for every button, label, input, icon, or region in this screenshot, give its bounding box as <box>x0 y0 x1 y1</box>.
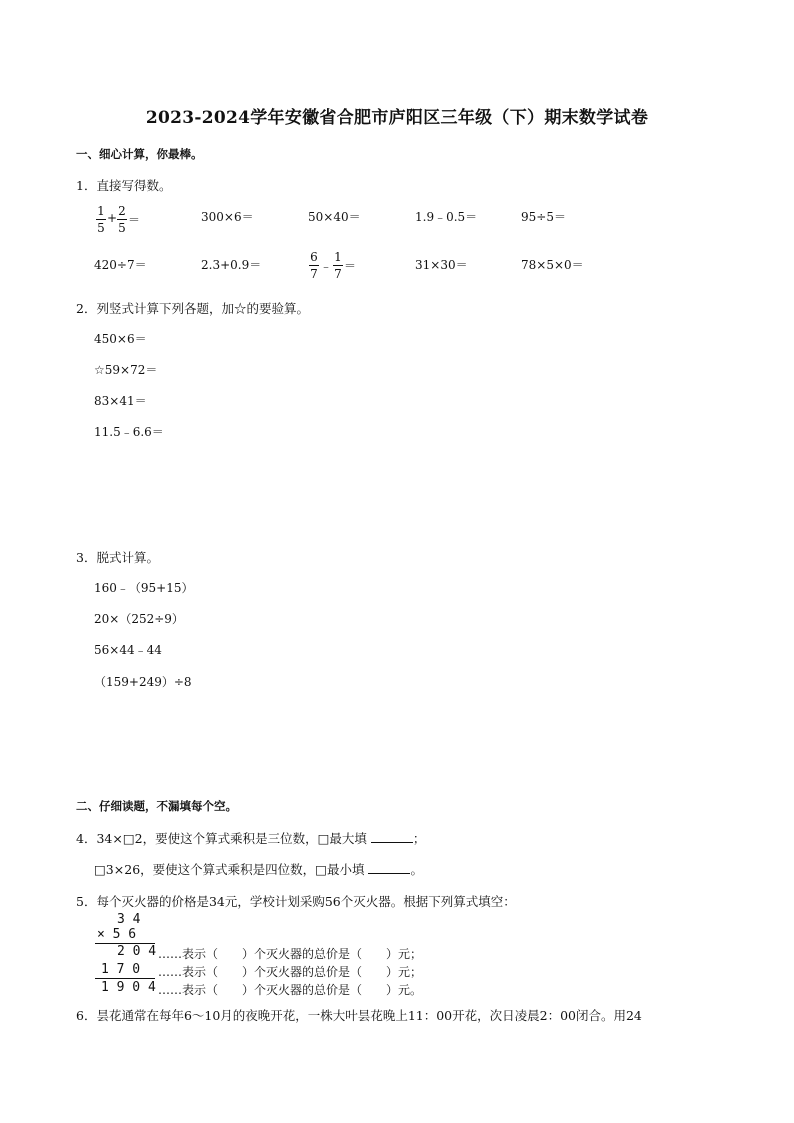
fraction <box>117 204 127 235</box>
q3-item: 20×（252÷9） <box>94 612 184 626</box>
q5-stem: 5．每个灭火器的价格是34元，学校计划采购56个灭火器。根据下列算式填空： <box>76 894 516 909</box>
equals-sign: ＝ <box>344 259 357 273</box>
q4-line-1-end: ； <box>412 831 426 846</box>
numerator: 1 <box>334 250 342 264</box>
q2-item: 83×41＝ <box>94 394 147 408</box>
section-1-heading: 一、细心计算，你最棒。 <box>76 147 203 161</box>
q5-note: ……表示（ ）个灭火器的总价是（ ）元； <box>158 965 423 979</box>
q2-item: 450×6＝ <box>94 332 147 346</box>
operator: ﹣ <box>320 259 333 273</box>
q3-stem: 3．脱式计算。 <box>76 550 159 565</box>
q1-item: 2.3+0.9＝ <box>201 258 262 272</box>
q5-note: ……表示（ ）个灭火器的总价是（ ）元； <box>158 947 423 961</box>
product: 1 9 0 4 <box>101 980 156 995</box>
q1-item: 50×40＝ <box>308 210 361 224</box>
denominator: 7 <box>310 267 318 281</box>
q4-line-2 <box>94 860 423 878</box>
q1-item: 78×5×0＝ <box>521 258 584 272</box>
page-title: 2023-2024学年安徽省合肥市庐阳区三年级（下）期末数学试卷 <box>145 108 649 128</box>
partial-product-1: 2 0 4 <box>117 944 157 959</box>
q1-stem: 1．直接写得数。 <box>76 178 172 193</box>
q1-item: 1.9﹣0.5＝ <box>415 210 478 224</box>
fraction <box>309 250 319 281</box>
q2-stem: 2．列竖式计算下列各题，加☆的要验算。 <box>76 301 309 316</box>
q6-stem: 6．昙花通常在每年6～10月的夜晚开花，一株大叶昙花晚上11：00开花，次日凌晨2：00闭合。用24 <box>76 1008 642 1023</box>
section-2-heading: 二、仔细读题，不漏填每个空。 <box>76 799 237 813</box>
multiplicand: 3 4 <box>117 912 141 927</box>
q2-item: ☆59×72＝ <box>94 363 158 377</box>
equals-sign: ＝ <box>128 213 141 227</box>
divider-line <box>95 978 155 979</box>
q3-item: 160﹣（95+15） <box>94 581 194 595</box>
answer-blank[interactable] <box>368 863 410 874</box>
q2-item: 11.5﹣6.6＝ <box>94 425 164 439</box>
q5-note: ……表示（ ）个灭火器的总价是（ ）元。 <box>158 983 423 997</box>
numerator: 6 <box>310 250 318 264</box>
q1-item: 95÷5＝ <box>521 210 566 224</box>
multiplier: × 5 6 <box>97 927 137 942</box>
operator: + <box>107 211 118 225</box>
denominator: 7 <box>334 267 342 281</box>
q1-item: 300×6＝ <box>201 210 254 224</box>
q3-item: 56×44﹣44 <box>94 643 162 657</box>
q4-line-2-text: □3×26，要使这个算式乘积是四位数，□最小填 <box>94 862 365 877</box>
numerator: 1 <box>97 204 105 218</box>
q1-item: 31×30＝ <box>415 258 468 272</box>
denominator: 5 <box>118 221 126 235</box>
partial-product-2: 1 7 0 <box>101 962 141 977</box>
q4-line-1 <box>76 829 425 847</box>
q4-line-2-end: 。 <box>410 862 423 877</box>
answer-blank[interactable] <box>371 832 413 843</box>
denominator: 5 <box>97 221 105 235</box>
q1-item: 420÷7＝ <box>94 258 147 272</box>
numerator: 2 <box>118 204 126 218</box>
fraction <box>333 250 343 281</box>
q4-line-1-text: 4．34×□2，要使这个算式乘积是三位数，□最大填 <box>76 831 367 846</box>
fraction <box>96 204 106 235</box>
q3-item: （159+249）÷8 <box>94 675 192 689</box>
